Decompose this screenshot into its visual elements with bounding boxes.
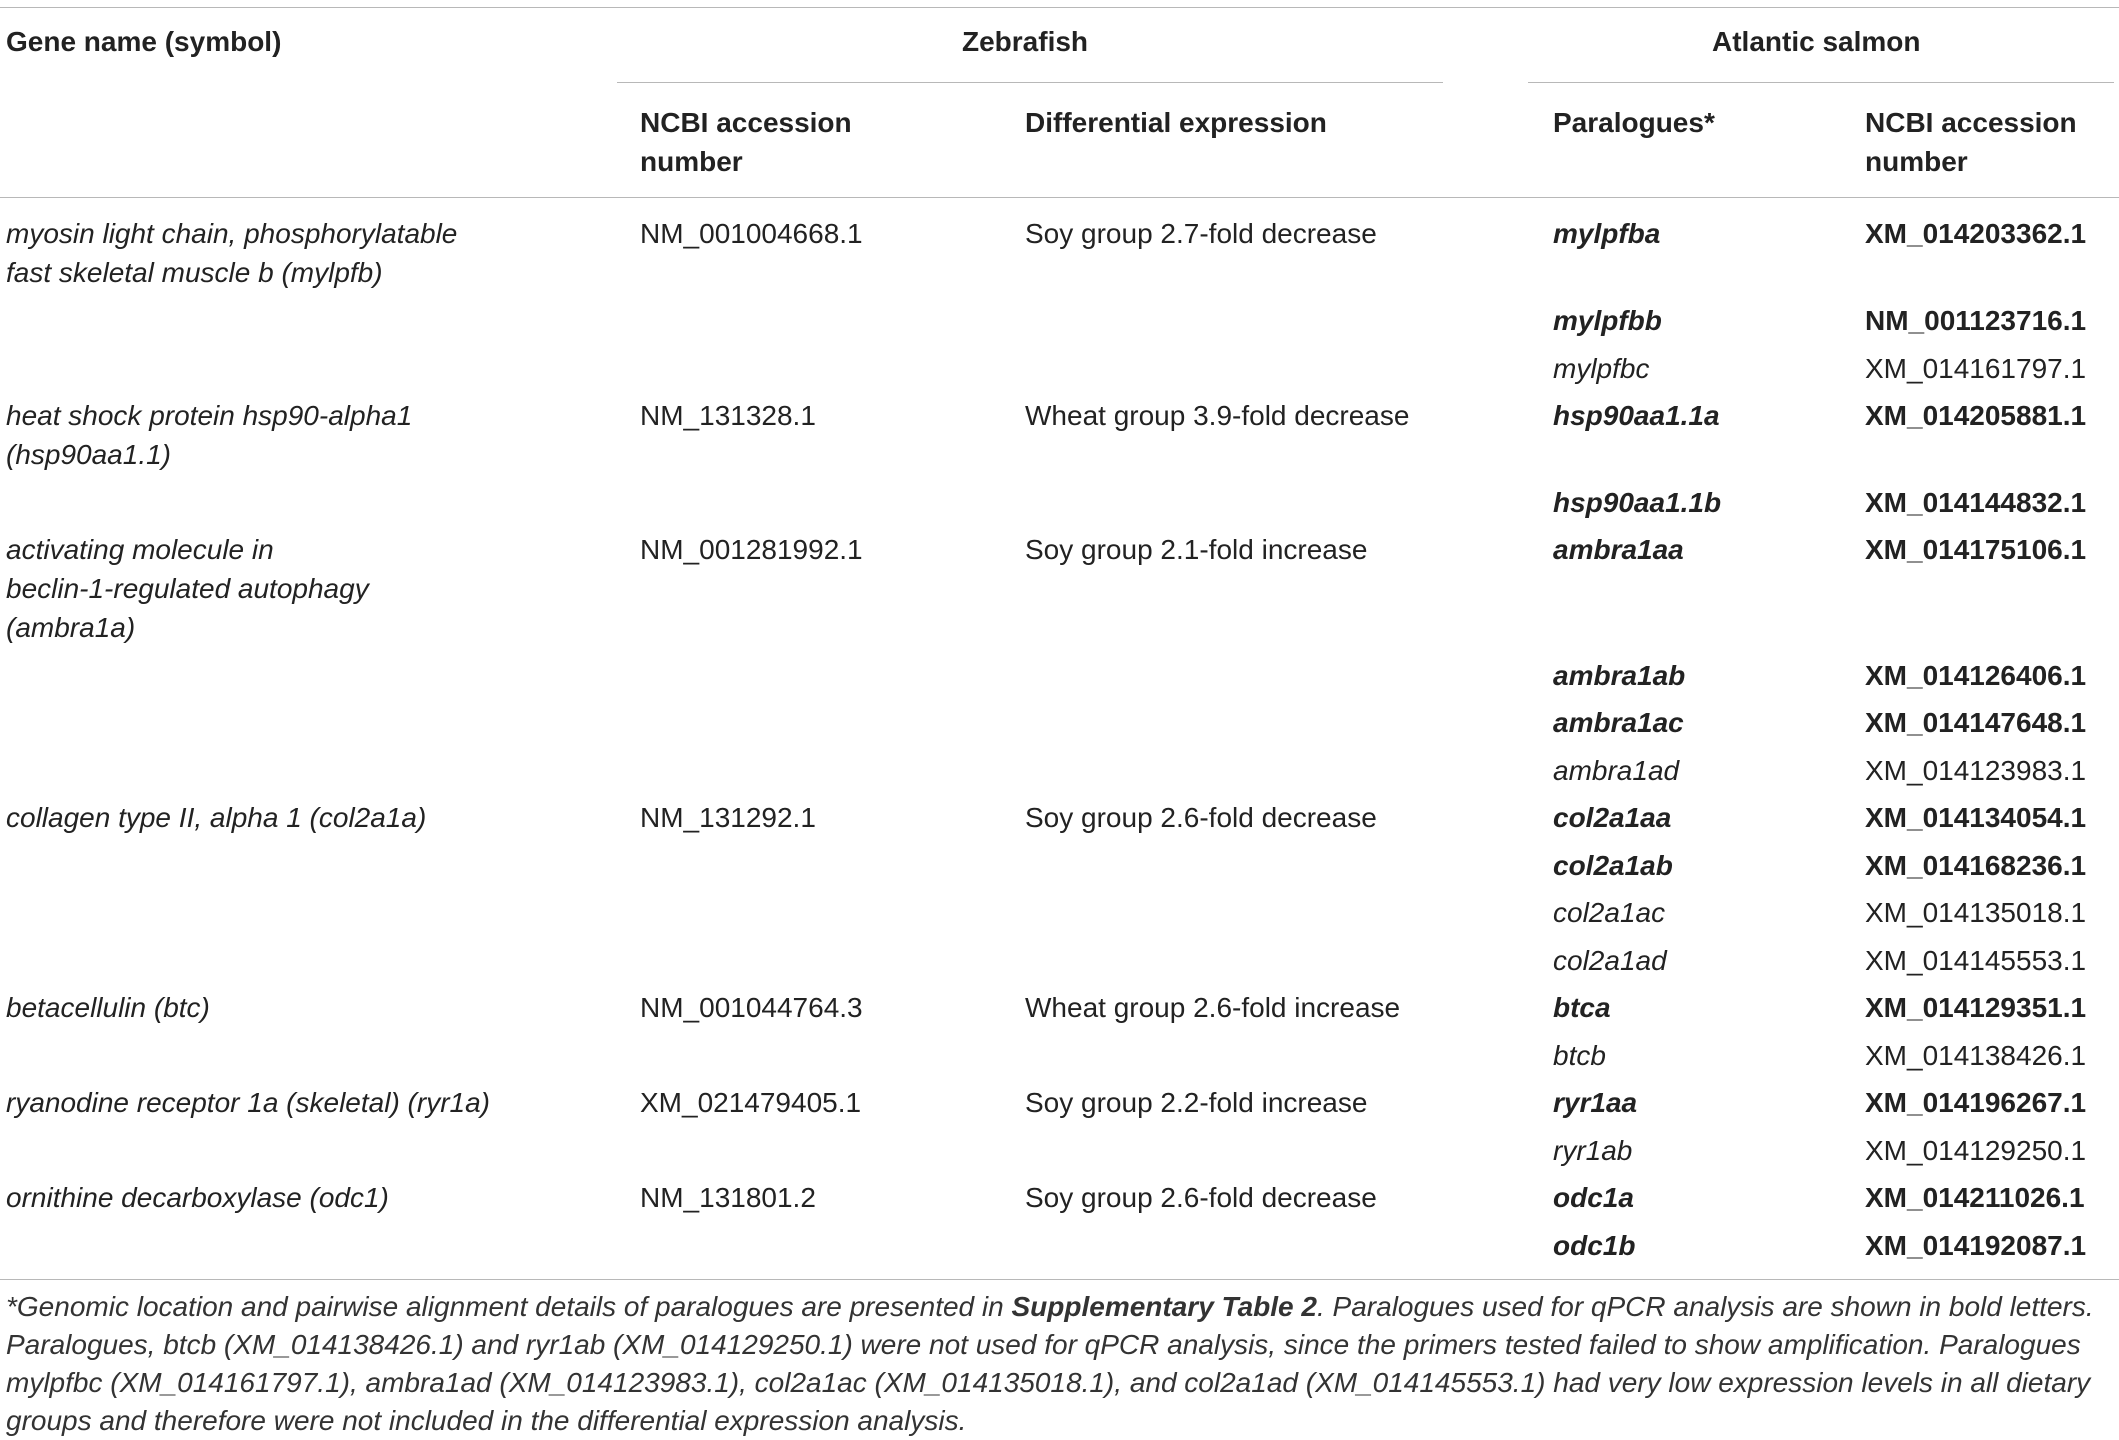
paralogue-name: col2a1aa [1553, 802, 1672, 833]
gene-accession: NM_131328.1 [640, 400, 816, 431]
paralogue-accession: XM_014192087.1 [1865, 1230, 2087, 1261]
gene-expression: Wheat group 2.6-fold increase [1025, 992, 1401, 1023]
paralogue-name: col2a1ad [1553, 945, 1667, 976]
paralogue-accession: XM_014147648.1 [1865, 707, 2087, 738]
paralogue-accession: XM_014123983.1 [1865, 755, 2087, 786]
gene-name-line: myosin light chain, phosphorylatable [6, 218, 458, 249]
gene-accession: NM_001281992.1 [640, 534, 863, 565]
gene-accession: NM_131292.1 [640, 802, 816, 833]
paralogue-accession: XM_014135018.1 [1865, 897, 2087, 928]
paralogue-accession: XM_014144832.1 [1865, 487, 2087, 518]
paralogue-accession: XM_014126406.1 [1865, 660, 2087, 691]
gene-expression: Soy group 2.1-fold increase [1025, 534, 1368, 565]
paralogue-name: col2a1ab [1553, 850, 1673, 881]
bottom-rule [0, 1279, 2119, 1280]
table-footnote [6, 1288, 2114, 1440]
paralogue-accession: XM_014129351.1 [1865, 992, 2087, 1023]
header-rule [0, 197, 2119, 198]
paralogue-accession: XM_014134054.1 [1865, 802, 2087, 833]
paralogue-accession: XM_014138426.1 [1865, 1040, 2087, 1071]
gene-expression: Soy group 2.2-fold increase [1025, 1087, 1368, 1118]
paralogue-accession: XM_014145553.1 [1865, 945, 2087, 976]
header-gene-name: Gene name (symbol) [6, 26, 282, 57]
paralogue-name: ambra1ac [1553, 707, 1684, 738]
paralogue-accession: XM_014175106.1 [1865, 534, 2087, 565]
paralogue-accession: XM_014196267.1 [1865, 1087, 2087, 1118]
paralogue-name: ambra1ad [1553, 755, 1680, 786]
gene-accession: NM_001004668.1 [640, 218, 863, 249]
header-salmon-ncbi-accession-number: number [1865, 146, 1968, 177]
gene-name-line: fast skeletal muscle b (mylpfb) [6, 257, 383, 288]
footnote-text: *Genomic location and pairwise alignment details of paralogues are presented in [6, 1291, 1012, 1322]
supplementary-table-link: Supplementary Table 2 [1011, 1291, 1317, 1322]
paralogue-name: mylpfba [1553, 218, 1661, 249]
gene-expression: Soy group 2.6-fold decrease [1025, 1182, 1377, 1213]
header-atlantic-salmon: Atlantic salmon [1712, 26, 1921, 57]
paralogue-name: ryr1ab [1553, 1135, 1633, 1166]
header-ncbi-accession-number: number [640, 146, 743, 177]
paralogue-accession: XM_014211026.1 [1865, 1182, 2085, 1213]
gene-name-line: activating molecule in [6, 534, 274, 565]
paralogue-name: btca [1553, 992, 1611, 1023]
paralogue-accession: XM_014161797.1 [1865, 353, 2087, 384]
gene-name-line: (ambra1a) [6, 612, 136, 643]
header-zebrafish: Zebrafish [962, 26, 1089, 57]
gene-accession: NM_131801.2 [640, 1182, 816, 1213]
paralogue-name: odc1a [1553, 1182, 1634, 1213]
gene-name-line: beclin-1-regulated autophagy [6, 573, 369, 604]
salmon-span-rule [1528, 82, 2114, 83]
paralogue-name: hsp90aa1.1b [1553, 487, 1722, 518]
paralogue-name: hsp90aa1.1a [1553, 400, 1720, 431]
header-salmon-ncbi-accession: NCBI accession [1865, 107, 2077, 138]
gene-expression: Soy group 2.7-fold decrease [1025, 218, 1377, 249]
gene-name-line: heat shock protein hsp90-alpha1 [6, 400, 413, 431]
footnote-text: . Paralogues used for qPCR analysis are shown in bold letters. Paralogues, btcb (XM_014138426.1) and ryr1ab (XM_014129250.1) were not used for qPCR analysis, since the primers tested failed to show amplification. Paralogues mylpfbc (XM_014161797.1), ambra1ad (XM_014123983.1), col2a1ac (XM_014135018.1), and col2a1ad (XM_014145553.1) had very low expression levels in all dietary groups and therefore were not included in the differential expression analysis. [6, 1291, 2094, 1436]
gene-expression: Soy group 2.6-fold decrease [1025, 802, 1377, 833]
paralogue-accession: NM_001123716.1 [1865, 305, 2087, 336]
top-rule [0, 7, 2119, 8]
gene-name-line: (hsp90aa1.1) [6, 439, 172, 470]
paralogue-name: ambra1aa [1553, 534, 1684, 565]
paralogue-accession: XM_014205881.1 [1865, 400, 2087, 431]
header-paralogues: Paralogues* [1553, 107, 1715, 138]
paralogue-accession: XM_014203362.1 [1865, 218, 2087, 249]
paralogue-accession: XM_014168236.1 [1865, 850, 2087, 881]
header-ncbi-accession: NCBI accession [640, 107, 852, 138]
gene-accession: NM_001044764.3 [640, 992, 863, 1023]
paralogue-name: odc1b [1553, 1230, 1636, 1261]
gene-name-line: ornithine decarboxylase (odc1) [6, 1182, 389, 1213]
paralogue-accession: XM_014129250.1 [1865, 1135, 2087, 1166]
gene-name-line: collagen type II, alpha 1 (col2a1a) [6, 802, 427, 833]
paralogue-name: ambra1ab [1553, 660, 1686, 691]
gene-expression: Wheat group 3.9-fold decrease [1025, 400, 1410, 431]
paralogue-name: mylpfbc [1553, 353, 1650, 384]
header-differential-expression: Differential expression [1025, 107, 1327, 138]
gene-name-line: ryanodine receptor 1a (skeletal) (ryr1a) [6, 1087, 490, 1118]
gene-accession: XM_021479405.1 [640, 1087, 862, 1118]
paralogue-name: mylpfbb [1553, 305, 1662, 336]
paralogue-name: col2a1ac [1553, 897, 1666, 928]
zebrafish-span-rule [617, 82, 1443, 83]
paralogue-name: ryr1aa [1553, 1087, 1638, 1118]
paralogue-name: btcb [1553, 1040, 1606, 1071]
gene-name-line: betacellulin (btc) [6, 992, 210, 1023]
